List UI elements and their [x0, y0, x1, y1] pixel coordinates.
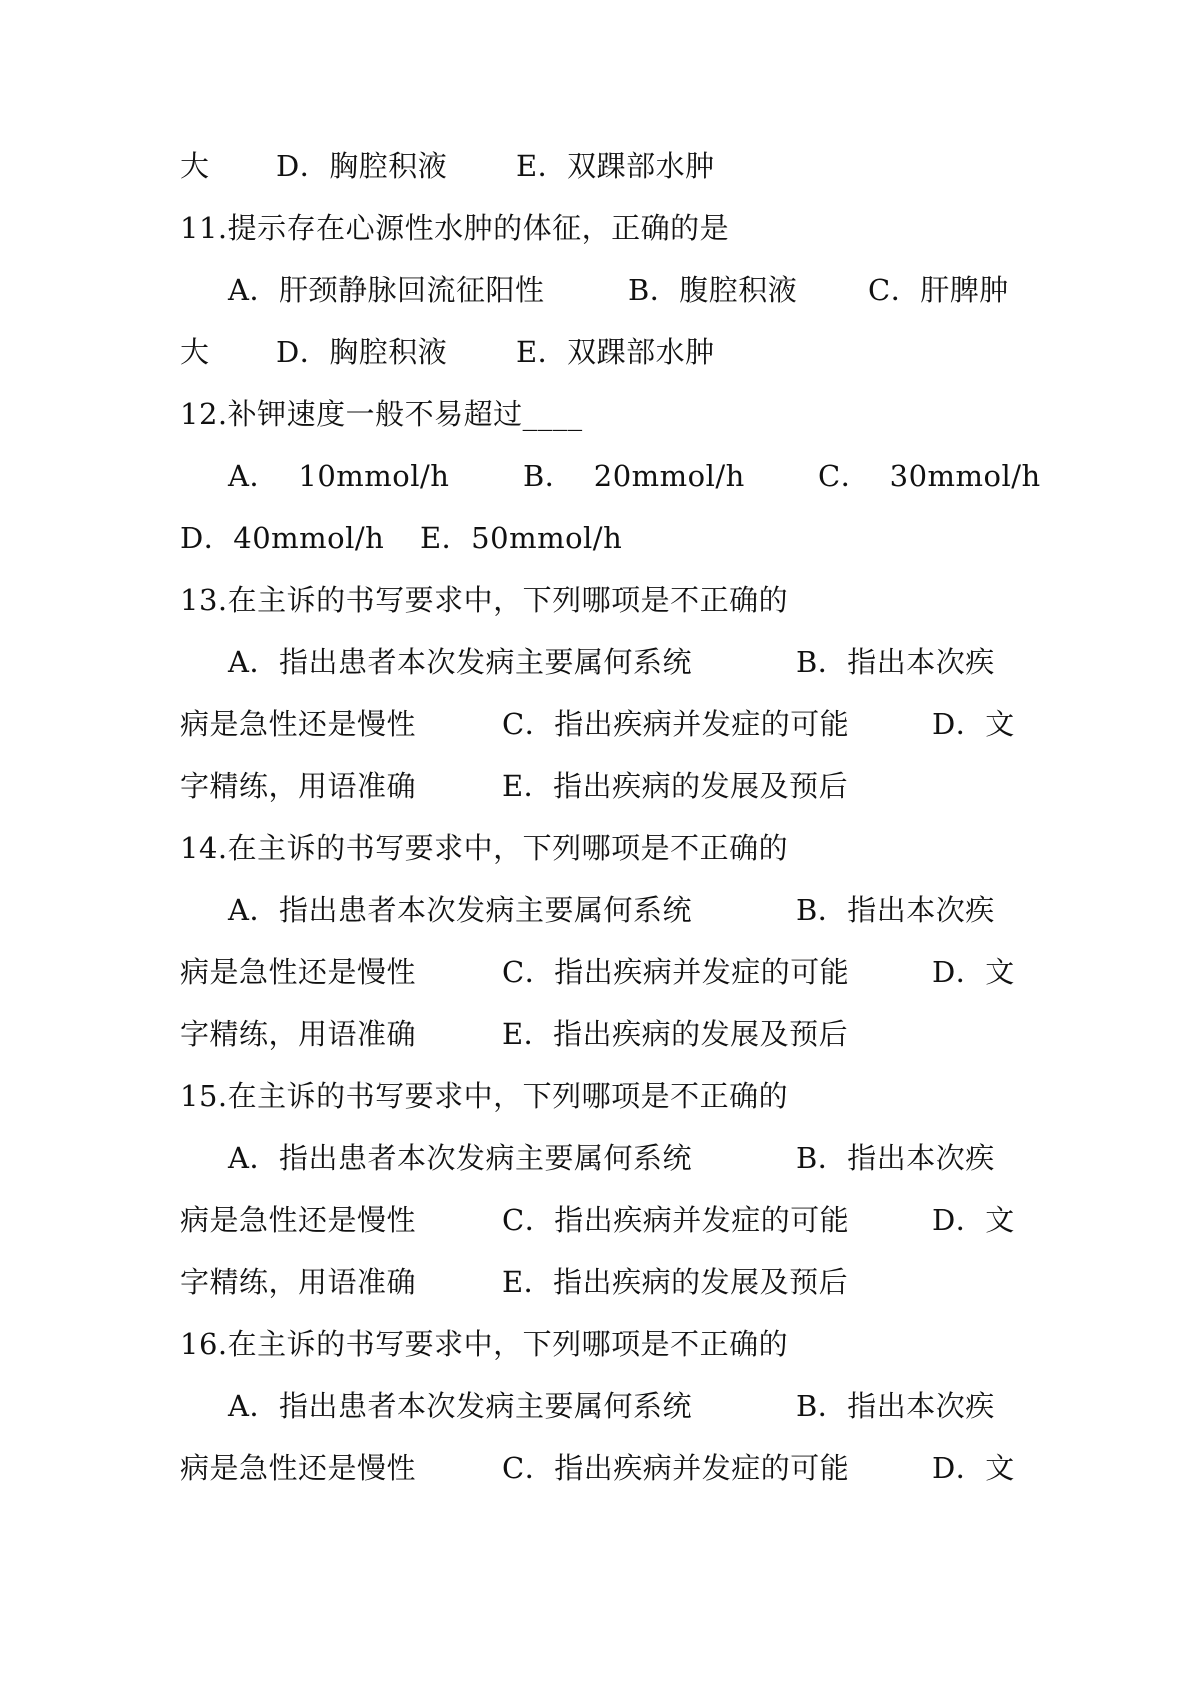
option-text: E．双踝部水肿	[516, 335, 715, 369]
option-text: B．指出本次疾	[796, 893, 995, 927]
option-text: E．双踝部水肿	[516, 149, 715, 183]
question-15-options-line-2	[180, 1200, 1015, 1240]
option-text: 病是急性还是慢性	[180, 1451, 417, 1485]
question-stem-15	[180, 1076, 1015, 1116]
question-12-options-line-2	[180, 518, 1015, 558]
question-14-options-line-3	[180, 1014, 1015, 1054]
question-stem-text: 14.在主诉的书写要求中，下列哪项是不正确的	[180, 831, 789, 865]
option-text: E．指出疾病的发展及预后	[502, 1265, 849, 1299]
question-stem-text: 13.在主诉的书写要求中，下列哪项是不正确的	[180, 583, 789, 617]
option-text: B．指出本次疾	[796, 645, 995, 679]
question-11-options-line-1	[228, 270, 1063, 310]
option-text: 字精练，用语准确	[180, 769, 417, 803]
question-stem-16	[180, 1324, 1015, 1364]
option-text: 病是急性还是慢性	[180, 955, 417, 989]
option-text: C．指出疾病并发症的可能	[502, 1451, 850, 1485]
option-text: C． 30mmol/h	[818, 459, 1041, 493]
option-text: E．指出疾病的发展及预后	[502, 769, 849, 803]
question-stem-text: 15.在主诉的书写要求中，下列哪项是不正确的	[180, 1079, 789, 1113]
option-text: A．指出患者本次发病主要属何系统	[228, 1389, 692, 1423]
question-stem-text: 12.补钾速度一般不易超过____	[180, 397, 583, 431]
question-16-options-line-2	[180, 1448, 1015, 1488]
option-text: 病是急性还是慢性	[180, 1203, 417, 1237]
option-text: B．腹腔积液	[628, 273, 798, 307]
option-text: D．文	[932, 707, 1015, 741]
question-stem-text: 11.提示存在心源性水肿的体征，正确的是	[180, 211, 730, 245]
question-13-options-line-1	[228, 642, 1063, 682]
option-text: B．指出本次疾	[796, 1141, 995, 1175]
option-text: D．胸腔积液	[276, 149, 448, 183]
option-text: 字精练，用语准确	[180, 1017, 417, 1051]
option-text: C．指出疾病并发症的可能	[502, 1203, 850, 1237]
option-text: D．胸腔积液	[276, 335, 448, 369]
option-text: 大	[180, 149, 210, 183]
question-13-options-line-2	[180, 704, 1015, 744]
question-16-options-line-1	[228, 1386, 1063, 1426]
option-text: A．肝颈静脉回流征阳性	[228, 273, 545, 307]
option-text: E．50mmol/h	[420, 521, 623, 555]
option-text: A．指出患者本次发病主要属何系统	[228, 893, 692, 927]
question-15-options-line-1	[228, 1138, 1063, 1178]
continuation-line	[180, 146, 1015, 186]
option-text: D．40mmol/h	[180, 521, 385, 555]
question-stem-12	[180, 394, 1015, 434]
option-text: B．指出本次疾	[796, 1389, 995, 1423]
question-14-options-line-2	[180, 952, 1015, 992]
option-text: 大	[180, 335, 210, 369]
question-stem-14	[180, 828, 1015, 868]
option-text: A．指出患者本次发病主要属何系统	[228, 645, 692, 679]
option-text: E．指出疾病的发展及预后	[502, 1017, 849, 1051]
question-14-options-line-1	[228, 890, 1063, 930]
question-13-options-line-3	[180, 766, 1015, 806]
option-text: A．指出患者本次发病主要属何系统	[228, 1141, 692, 1175]
option-text: D．文	[932, 955, 1015, 989]
option-text: D．文	[932, 1451, 1015, 1485]
option-text: A． 10mmol/h	[228, 459, 450, 493]
question-11-options-line-2	[180, 332, 1015, 372]
option-text: C．肝脾肿	[868, 273, 1009, 307]
question-15-options-line-3	[180, 1262, 1015, 1302]
question-stem-text: 16.在主诉的书写要求中，下列哪项是不正确的	[180, 1327, 789, 1361]
option-text: C．指出疾病并发症的可能	[502, 707, 850, 741]
question-stem-13	[180, 580, 1015, 620]
question-stem-11	[180, 208, 1015, 248]
option-text: D．文	[932, 1203, 1015, 1237]
option-text: B． 20mmol/h	[523, 459, 745, 493]
option-text: 病是急性还是慢性	[180, 707, 417, 741]
question-12-options-line-1	[228, 456, 1063, 496]
option-text: C．指出疾病并发症的可能	[502, 955, 850, 989]
option-text: 字精练，用语准确	[180, 1265, 417, 1299]
